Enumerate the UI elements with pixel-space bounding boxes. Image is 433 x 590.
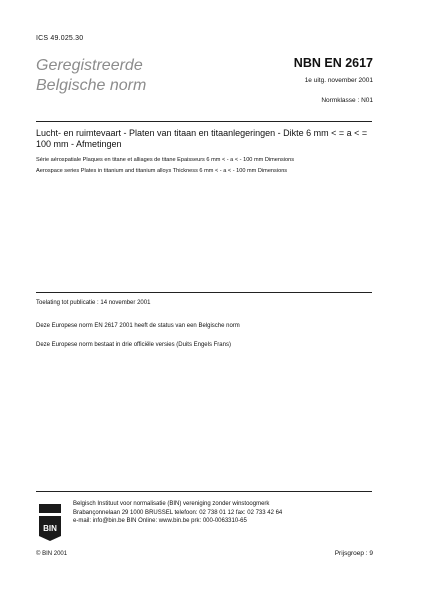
institute-contact: e-mail: info@bin.be BIN Online: www.bin.be prk: 000-0063310-65 <box>73 518 247 524</box>
institute-name: Belgisch Instituut voor normalisatie (BIN) vereniging zonder winstoogmerk <box>73 501 270 507</box>
bin-logo-text: BIN <box>43 524 57 533</box>
divider-top <box>36 121 372 122</box>
document-title-english: Aerospace series Plates in titanium and titanium alloys Thickness 6 mm < - a < - 100 mm Dimensions <box>36 168 288 174</box>
ics-code: ICS 49.025.30 <box>36 35 84 42</box>
registration-title <box>36 56 146 96</box>
language-versions-statement: Deze Europese norm bestaat in drie officiële versies (Duits Engels Frans) <box>36 342 231 348</box>
registration-title-line2: Belgische norm <box>36 77 147 94</box>
divider-bottom <box>36 491 372 492</box>
institute-address: Brabançonnelaan 29 1000 BRUSSEL telefoon: 02 738 01 12 fax: 02 733 42 64 <box>73 509 283 516</box>
edition-date: 1e uitg. november 2001 <box>304 77 373 84</box>
divider-middle <box>36 292 372 293</box>
standard-number: NBN EN 2617 <box>293 56 373 70</box>
copyright: © BIN 2001 <box>36 551 68 557</box>
status-statement: Deze Europese norm EN 2617 2001 heeft de status van een Belgische norm <box>36 323 240 329</box>
bin-logo-icon <box>36 502 64 542</box>
document-title: Lucht- en ruimtevaart - Platen van titaan en titaanlegeringen - Dikte 6 mm < = a < = 100 mm - Afmetingen <box>36 128 368 149</box>
norm-class: Normklasse : N01 <box>321 97 373 104</box>
price-group: Prijsgroep : 9 <box>334 550 373 557</box>
registration-title-line1: Geregistreerde <box>36 57 143 74</box>
publication-approval-date: Toelating tot publicatie : 14 november 2001 <box>36 300 151 306</box>
bin-logo <box>36 502 64 542</box>
document-title-french: Série aérospatiale Plaques en titane et alliages de titane Epaisseurs 6 mm < - a < - 100 mm Dimensions <box>36 157 295 163</box>
institute-info <box>73 500 282 526</box>
